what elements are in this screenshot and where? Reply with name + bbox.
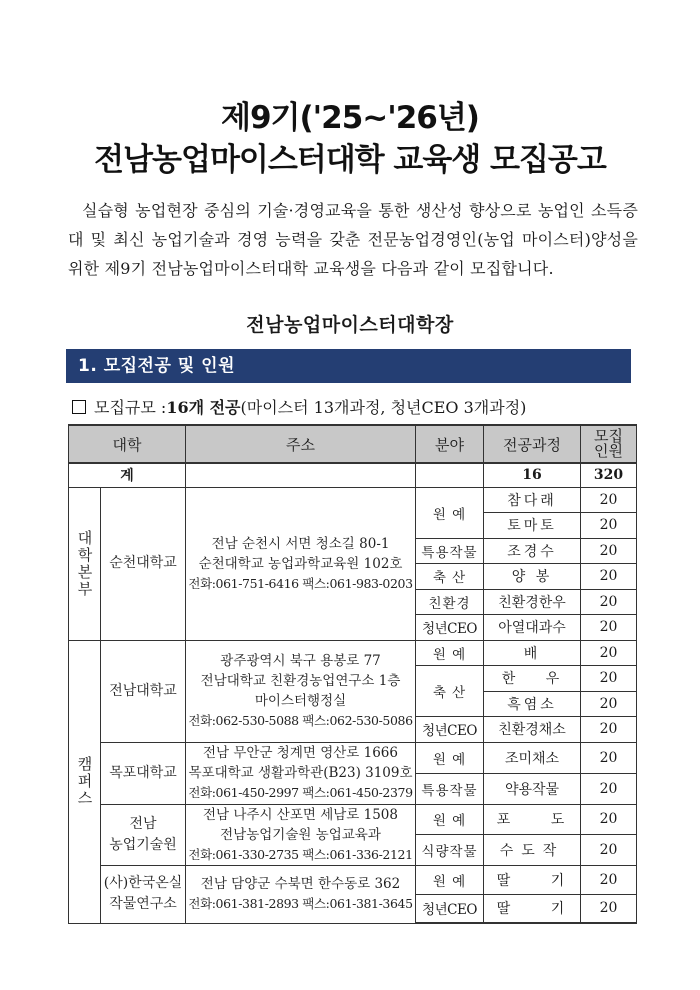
- count-cell: 20: [581, 773, 637, 804]
- signature: 전남농업마이스터대학장: [246, 314, 454, 336]
- group-headquarters: [69, 487, 101, 640]
- total-row: [69, 463, 637, 487]
- address-phone: 전화:061-381-2893 팩스:061-381-3645: [188, 896, 413, 911]
- major-cell: 친환경한우: [484, 589, 581, 615]
- count-cell: 20: [581, 691, 637, 717]
- university-mokpo: 목포대학교: [101, 742, 186, 804]
- count-cell: 20: [581, 589, 637, 615]
- field-cell: 원 예: [416, 487, 484, 538]
- major-cell: 아열대과수: [484, 615, 581, 641]
- address-mokpo: [186, 742, 416, 804]
- major-cell: 조미채소: [484, 742, 581, 773]
- field-cell: 특용작물: [416, 538, 484, 564]
- header-major: 전공과정: [484, 425, 581, 463]
- field-cell: 청년CEO: [416, 717, 484, 743]
- count-cell: 20: [581, 835, 637, 866]
- total-majors: 16: [484, 463, 581, 487]
- field-cell: 식량작물: [416, 835, 484, 866]
- major-cell: 흑염소: [484, 691, 581, 717]
- count-cell: 20: [581, 865, 637, 894]
- table-row: [69, 865, 637, 894]
- header-count: [581, 425, 637, 463]
- count-cell: 20: [581, 717, 637, 743]
- table-row: [69, 640, 637, 666]
- address-line: 전남 나주시 산포면 세남로 1508: [203, 806, 398, 823]
- section-header-recruitment: 1. 모집전공 및 인원: [66, 349, 631, 383]
- count-cell: 20: [581, 640, 637, 666]
- address-line: 전남 순천시 서면 청소길 80-1: [211, 535, 390, 552]
- address-jeonnam-ares: [186, 804, 416, 865]
- count-cell: 20: [581, 487, 637, 513]
- major-cell: 배: [484, 640, 581, 666]
- checkbox-icon: [72, 400, 86, 414]
- table-header-row: [69, 425, 637, 463]
- count-cell: 20: [581, 538, 637, 564]
- address-line: 전남 담양군 수북면 한수동로 362: [200, 876, 401, 892]
- major-cell: 양 봉: [484, 564, 581, 590]
- major-cell: 친환경채소: [484, 717, 581, 743]
- major-cell: 토마토: [484, 513, 581, 539]
- address-line: 목포대학교 생활과학관(B23) 3109호: [188, 765, 413, 781]
- recruitment-table: [68, 424, 637, 924]
- header-address: 주소: [186, 425, 416, 463]
- header-field: 분야: [416, 425, 484, 463]
- header-count-line1: 모집: [594, 427, 623, 445]
- major-cell: 딸 기: [484, 865, 581, 894]
- scale-bold: 16개 전공: [166, 398, 241, 417]
- total-label: 계: [69, 463, 186, 487]
- intro-text: 실습형 농업현장 중심의 기술·경영교육을 통한 생산성 향상으로 농업인 소득증대 및 최신 농업기술과 경영 능력을 갖춘 전문농업경영인(농업 마이스터)양성을 위한 제9기 전남농업마이스터대학 교육생을 다음과 같이 모집합니다.: [68, 201, 638, 278]
- address-phone: 전화:062-530-5088 팩스:062-530-5086: [188, 713, 413, 728]
- university-jeonnam-ares: [101, 804, 186, 865]
- header-university: 대학: [69, 425, 186, 463]
- major-cell: 약용작물: [484, 773, 581, 804]
- count-cell: 20: [581, 564, 637, 590]
- field-cell: 특용작물: [416, 773, 484, 804]
- address-greenhouse-institute: [186, 865, 416, 923]
- field-cell: 청년CEO: [416, 615, 484, 641]
- address-line: 전남대학교 친환경농업연구소 1층: [200, 673, 401, 689]
- university-name-line: 전남: [129, 815, 157, 832]
- field-cell: 원 예: [416, 640, 484, 666]
- address-line: 광주광역시 북구 용봉로 77: [220, 653, 381, 669]
- field-cell: 원 예: [416, 804, 484, 835]
- address-line: 마이스터행정실: [254, 693, 347, 709]
- university-name-line: (사)한국온실: [103, 875, 183, 891]
- field-cell: 축 산: [416, 666, 484, 717]
- total-field: [416, 463, 484, 487]
- field-cell: 원 예: [416, 865, 484, 894]
- field-cell: 청년CEO: [416, 894, 484, 923]
- table-row: [69, 804, 637, 835]
- major-cell: 딸 기: [484, 894, 581, 923]
- total-address: [186, 463, 416, 487]
- address-phone: 전화:061-330-2735 팩스:061-336-2121: [188, 846, 413, 862]
- document-title-line1: 제9기('25~'26년): [221, 100, 479, 136]
- count-cell: 20: [581, 804, 637, 835]
- major-cell: 참다래: [484, 487, 581, 513]
- count-cell: 20: [581, 894, 637, 923]
- total-count: 320: [581, 463, 637, 487]
- university-name-line: 작물연구소: [109, 896, 177, 912]
- count-cell: 20: [581, 666, 637, 692]
- address-phone: 전화:061-751-6416 팩스:061-983-0203: [188, 575, 413, 591]
- field-cell: 친환경: [416, 589, 484, 615]
- group-label: 캠퍼스: [75, 756, 94, 807]
- university-suncheon: 순천대학교: [101, 487, 186, 640]
- address-chonnam: [186, 640, 416, 742]
- recruitment-scale: [68, 395, 526, 418]
- major-cell: 포 도: [484, 804, 581, 835]
- address-line: 전남농업기술원 농업교육과: [220, 826, 381, 843]
- field-cell: 축 산: [416, 564, 484, 590]
- group-label: 대학본부: [75, 529, 94, 598]
- address-phone: 전화:061-450-2997 팩스:061-450-2379: [188, 785, 413, 800]
- address-line: 전남 무안군 청계면 영산로 1666: [203, 745, 398, 761]
- scale-detail: (마이스터 13개과정, 청년CEO 3개과정): [240, 398, 527, 417]
- address-suncheon: [186, 487, 416, 640]
- field-cell: 원 예: [416, 742, 484, 773]
- count-cell: 20: [581, 513, 637, 539]
- table-row: [69, 742, 637, 773]
- table-row: [69, 487, 637, 513]
- major-cell: 수도작: [484, 835, 581, 866]
- major-cell: 한 우: [484, 666, 581, 692]
- count-cell: 20: [581, 615, 637, 641]
- scale-label: 모집규모 :: [94, 398, 167, 417]
- university-greenhouse-institute: [101, 865, 186, 923]
- major-cell: 조경수: [484, 538, 581, 564]
- university-chonnam: 전남대학교: [101, 640, 186, 742]
- document-title-line2: 전남농업마이스터대학 교육생 모집공고: [94, 142, 606, 178]
- group-campus: [69, 640, 101, 923]
- intro-paragraph: [68, 196, 638, 283]
- count-cell: 20: [581, 742, 637, 773]
- university-name-line: 농업기술원: [109, 836, 177, 853]
- header-count-line2: 인원: [594, 442, 623, 460]
- address-line: 순천대학교 농업과학교육원 102호: [198, 555, 403, 572]
